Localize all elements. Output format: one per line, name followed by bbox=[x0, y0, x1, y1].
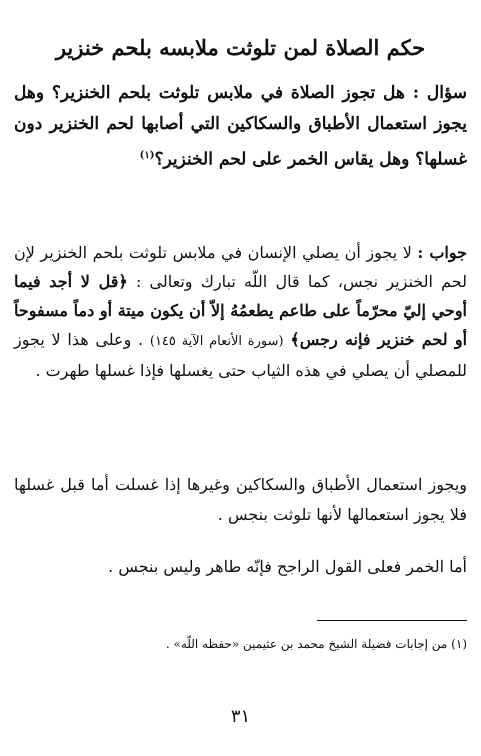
answer-block bbox=[14, 238, 467, 385]
verse-reference: (سورة الأنعام الآية ١٤٥) bbox=[149, 334, 284, 349]
footnote-divider bbox=[317, 620, 467, 621]
paragraph-utensils: ويجوز استعمال الأطباق والسكاكين وغيرها إذا غسلت أما قبل غسلها فلا يجوز استعمالها لأنها تلوثت بنجس . bbox=[14, 475, 467, 524]
question-label: سؤال : bbox=[412, 83, 468, 103]
answer-label: جواب : bbox=[417, 243, 468, 262]
page-number: ٣١ bbox=[230, 706, 251, 727]
answer-text-conclusion: . وعلى هذا لا يجوز للمصلي أن يصلي في هذه الثياب حتى يغسلها فإذا غسلها طهرت . bbox=[14, 330, 467, 380]
question-block bbox=[14, 78, 467, 176]
question-text: هل تجوز الصلاة في ملابس تلوثت بلحم الخنزير؟ وهل يجوز استعمال الأطباق والسكاكين التي أصابها لحم الخنزير دون غسلها؟ وهل يقاس الخمر على لحم الخنزير؟ bbox=[14, 83, 467, 170]
paragraph-wine: أما الخمر فعلى القول الراجح فإنّه طاهر وليس بنجس . bbox=[108, 557, 467, 576]
page-title: حكم الصلاة لمن تلوثت ملابسه بلحم خنزير bbox=[55, 35, 426, 60]
quran-verse: ﴿قل لا أجد فيما أوحي إليّ محرّماً على طاعم يطعمُهُ إلاّ أن يكون ميتة أو دماً مسفوحاً أو لحم خنزير فإنه رجس﴾ bbox=[14, 272, 468, 349]
footnote-marker: (١) bbox=[139, 150, 155, 161]
footnote-text: (١) من إجابات فضيلة الشيخ محمد بن عثيمين «حفظه اللّه» . bbox=[165, 637, 467, 651]
answer-text-intro: لا يجوز أن يصلي الإنسان في ملابس تلوثت بلحم الخنزير لإن لحم الخنزير نجس، كما قال اللّه تبارك وتعالى : bbox=[14, 243, 467, 291]
